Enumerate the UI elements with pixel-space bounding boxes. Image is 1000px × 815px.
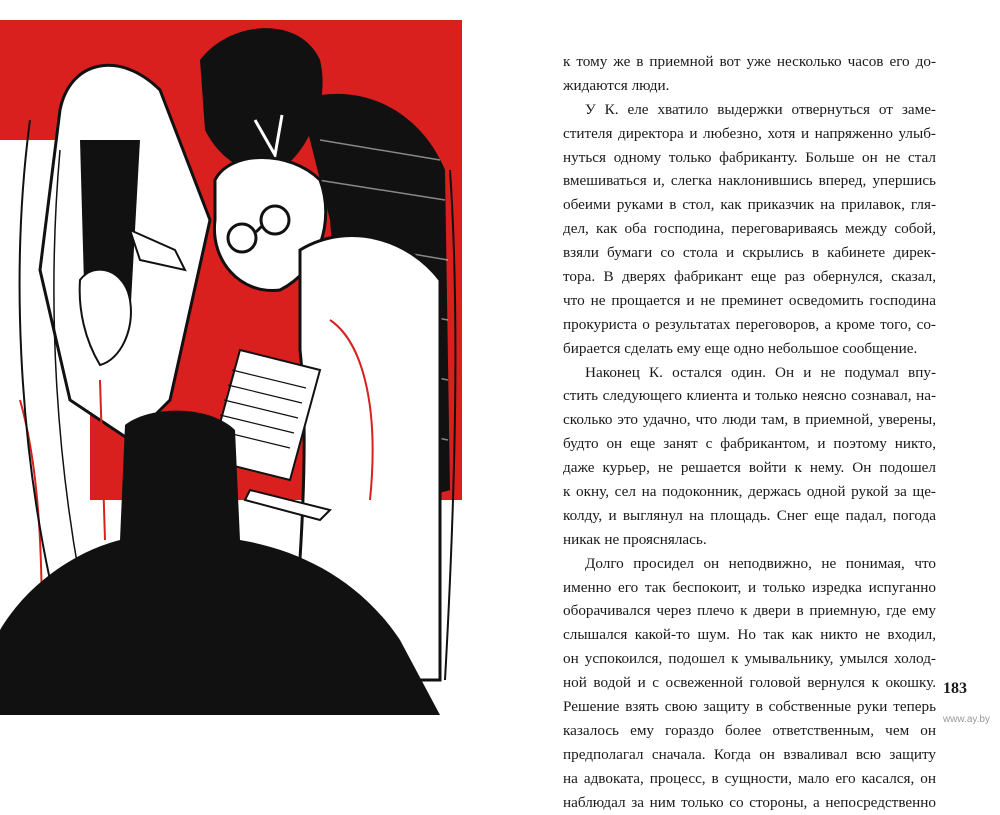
page-number: 183 [943,680,967,697]
text-line: тора. В дверях фабрикант еще раз обернулся, сказал, [563,268,936,286]
text-line: он успокоился, подошел к умывальнику, умылся холод- [563,650,936,668]
text-line: стить следующего клиента и только неясно сознавал, на- [563,387,936,405]
illustration-artwork [0,20,470,715]
text-line: оборачивался через плечо к двери в приемную, где ему [563,602,936,620]
text-line: Решение взять свою защиту в собственные руки теперь [563,698,936,716]
text-line: слышался какой-то шум. Но так как никто не входил, [563,626,936,644]
text-line: нуться одному только фабриканту. Больше он не стал [563,148,936,166]
text-line: к тому же в приемной вот уже несколько часов его до- [563,53,936,70]
text-line: никак не прояснялась. [563,530,707,548]
text-line: бирается сделать ему еще одно небольшое сообщение. [563,339,918,357]
text-line: взяли бумаги со стола и скрылись в кабинете дирек- [563,244,936,262]
text-line: жидаются люди. [563,76,670,94]
text-line: предполагал сначала. Когда он взваливал всю защиту [563,745,936,763]
text-line: ной водой и с освеженной головой вернулся к окошку. [563,674,936,692]
text-line: дел, как оба господина, переговариваясь между собой, [563,220,936,238]
text-line: сколько это удачно, что люди там, в приемной, уверены, [563,411,936,429]
text-line: будто он еще занят с фабрикантом, и поэтому никто, [563,435,936,453]
text-line: прокуриста о результатах переговоров, а кроме того, со- [563,315,936,333]
text-line: Долго просидел он неподвижно, не понимая, что [585,554,936,572]
text-line: вмешиваться и, слегка наклонившись вперед, упершись [563,172,936,190]
text-line: даже курьер, не решается войти к нему. Он подошел [563,459,936,477]
text-line: что не прощается и не преминет осведомить господина [563,291,936,309]
text-column [563,50,936,815]
text-line: обеими руками в стол, как приказчик на прилавок, гля- [563,196,936,214]
text-line: на адвоката, процесс, в сущности, мало его касался, он [563,769,936,787]
text-line: У К. еле хватило выдержки отвернуться от заме- [585,100,936,118]
text-line: именно его так беспокоит, и только изредка испуганно [563,578,936,596]
text-line: казалось ему гораздо более ответственным, чем он [563,721,936,739]
watermark: www.ay.by [942,714,990,725]
text-line: Наконец К. остался один. Он и не подумал впу- [585,363,936,381]
book-illustration [0,20,470,715]
text-line: к окну, сел на подоконник, держась одной рукой за ще- [563,483,936,501]
text-line: колду, и выглянул на площадь. Снег еще падал, погода [563,506,936,524]
text-line: стителя директора и любезно, хотя и напряженно улыб- [563,124,936,142]
text-line: наблюдал за ним только со стороны, а непосредственно [563,793,936,811]
